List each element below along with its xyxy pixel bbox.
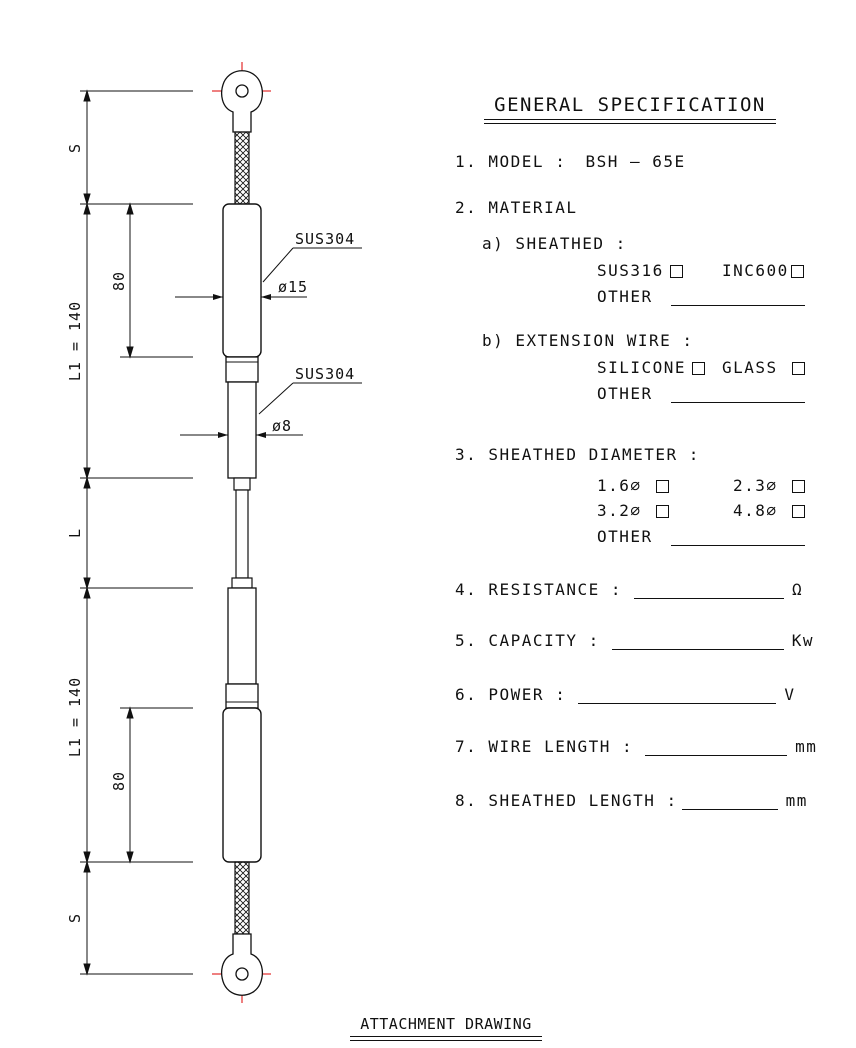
- inc600-label: INC600: [722, 261, 789, 280]
- extension-lines: [80, 91, 193, 974]
- footer-underline-2: [350, 1040, 542, 1041]
- resistance-row: [455, 580, 803, 599]
- d16-checkbox[interactable]: [656, 480, 669, 493]
- wire-length-field[interactable]: [645, 754, 787, 756]
- callout-dia15-label: ø15: [278, 278, 309, 296]
- diameter-option-2-3: [733, 476, 805, 495]
- middle-connector-top: [234, 478, 250, 490]
- callout-sus304-lower: [259, 365, 362, 414]
- callout-sus304-label: SUS304: [295, 230, 356, 248]
- capacity-row: [455, 631, 814, 650]
- wire-length-unit: mm: [795, 737, 818, 756]
- diameter-other-row: [597, 527, 805, 546]
- model-row: [455, 152, 686, 171]
- silicone-label: SILICONE: [597, 358, 687, 377]
- sheath-option-inc600: [722, 261, 804, 280]
- d48-checkbox[interactable]: [792, 505, 805, 518]
- model-label: 1. MODEL :: [455, 152, 567, 171]
- diameter-other-field[interactable]: [671, 544, 805, 546]
- callout-sus304-upper: [263, 230, 362, 282]
- capacity-field[interactable]: [612, 648, 784, 650]
- wire-other-row: [597, 384, 805, 403]
- power-row: [455, 685, 795, 704]
- sheathed-length-row: [455, 791, 808, 810]
- glass-checkbox[interactable]: [792, 362, 805, 375]
- sheath-other-field[interactable]: [671, 304, 805, 306]
- d32-checkbox[interactable]: [656, 505, 669, 518]
- resistance-field[interactable]: [634, 597, 784, 599]
- sheathed-length-field[interactable]: [682, 808, 778, 810]
- diameter-option-1-6: [597, 476, 669, 495]
- resistance-label: 4. RESISTANCE :: [455, 580, 622, 599]
- d48-label: 4.8∅: [733, 501, 778, 520]
- wire-other-label: OTHER: [597, 384, 653, 403]
- dimension-lines: [84, 91, 133, 974]
- dim-s-bottom: S: [66, 912, 84, 924]
- dim-l: L: [66, 527, 84, 539]
- dim-80-top: 80: [110, 270, 128, 292]
- dim-80-bottom: 80: [110, 770, 128, 792]
- wire-option-glass: [722, 358, 805, 377]
- diameter-other-label: OTHER: [597, 527, 653, 546]
- wire-other-field[interactable]: [671, 401, 805, 403]
- d23-checkbox[interactable]: [792, 480, 805, 493]
- extension-wire: [236, 490, 248, 578]
- diameter-option-3-2: [597, 501, 669, 520]
- sheathed-length-unit: mm: [785, 791, 808, 810]
- lower-tube: [228, 588, 256, 684]
- d16-label: 1.6∅: [597, 476, 642, 495]
- title-underline: [484, 119, 776, 120]
- sus316-checkbox[interactable]: [670, 265, 683, 278]
- capacity-unit: Kw: [791, 631, 814, 650]
- sheathed-length-label: 8. SHEATHED LENGTH :: [455, 791, 678, 810]
- d23-label: 2.3∅: [733, 476, 778, 495]
- middle-connector-bottom: [232, 578, 252, 588]
- glass-label: GLASS: [722, 358, 778, 377]
- upper-sheath-body: [223, 204, 261, 357]
- footer-title: ATTACHMENT DRAWING: [360, 1015, 532, 1033]
- upper-tube: [228, 382, 256, 478]
- resistance-unit: Ω: [792, 580, 804, 599]
- lower-sleeve: [226, 684, 258, 708]
- power-field[interactable]: [578, 702, 776, 704]
- wire-option-silicone: [597, 358, 705, 377]
- power-label: 6. POWER :: [455, 685, 567, 704]
- bottom-ring-terminal: [212, 934, 271, 1003]
- material-label: 2. MATERIAL: [455, 198, 578, 217]
- silicone-checkbox[interactable]: [692, 362, 705, 375]
- model-value: BSH – 65E: [585, 152, 686, 171]
- power-unit: V: [784, 685, 796, 704]
- sus316-label: SUS316: [597, 261, 664, 280]
- top-ring-terminal: [212, 62, 271, 132]
- wire-length-row: [455, 737, 817, 756]
- bottom-braided-lead: [235, 862, 249, 934]
- d32-label: 3.2∅: [597, 501, 642, 520]
- footer-underline: [350, 1036, 542, 1037]
- wire-length-label: 7. WIRE LENGTH :: [455, 737, 634, 756]
- dim-s-top: S: [66, 142, 84, 154]
- callout-sus304-lower-label: SUS304: [295, 365, 356, 383]
- ext-wire-label: b) EXTENSION WIRE :: [482, 331, 694, 350]
- inc600-checkbox[interactable]: [791, 265, 804, 278]
- spec-title: GENERAL SPECIFICATION: [494, 94, 766, 116]
- top-braided-lead: [235, 132, 249, 204]
- callout-dia8-label: ø8: [272, 417, 293, 435]
- diameter-label: 3. SHEATHED DIAMETER :: [455, 445, 700, 464]
- capacity-label: 5. CAPACITY :: [455, 631, 600, 650]
- lower-sheath-body: [223, 708, 261, 862]
- sheath-other-row: [597, 287, 805, 306]
- sheathed-label: a) SHEATHED :: [482, 234, 627, 253]
- title-underline-2: [484, 123, 776, 124]
- sheath-option-sus316: [597, 261, 683, 280]
- dim-l1-top: L1 = 140: [66, 300, 84, 382]
- dim-l1-bottom: L1 = 140: [66, 676, 84, 758]
- sheath-other-label: OTHER: [597, 287, 653, 306]
- diameter-option-4-8: [733, 501, 805, 520]
- upper-sleeve: [226, 357, 258, 382]
